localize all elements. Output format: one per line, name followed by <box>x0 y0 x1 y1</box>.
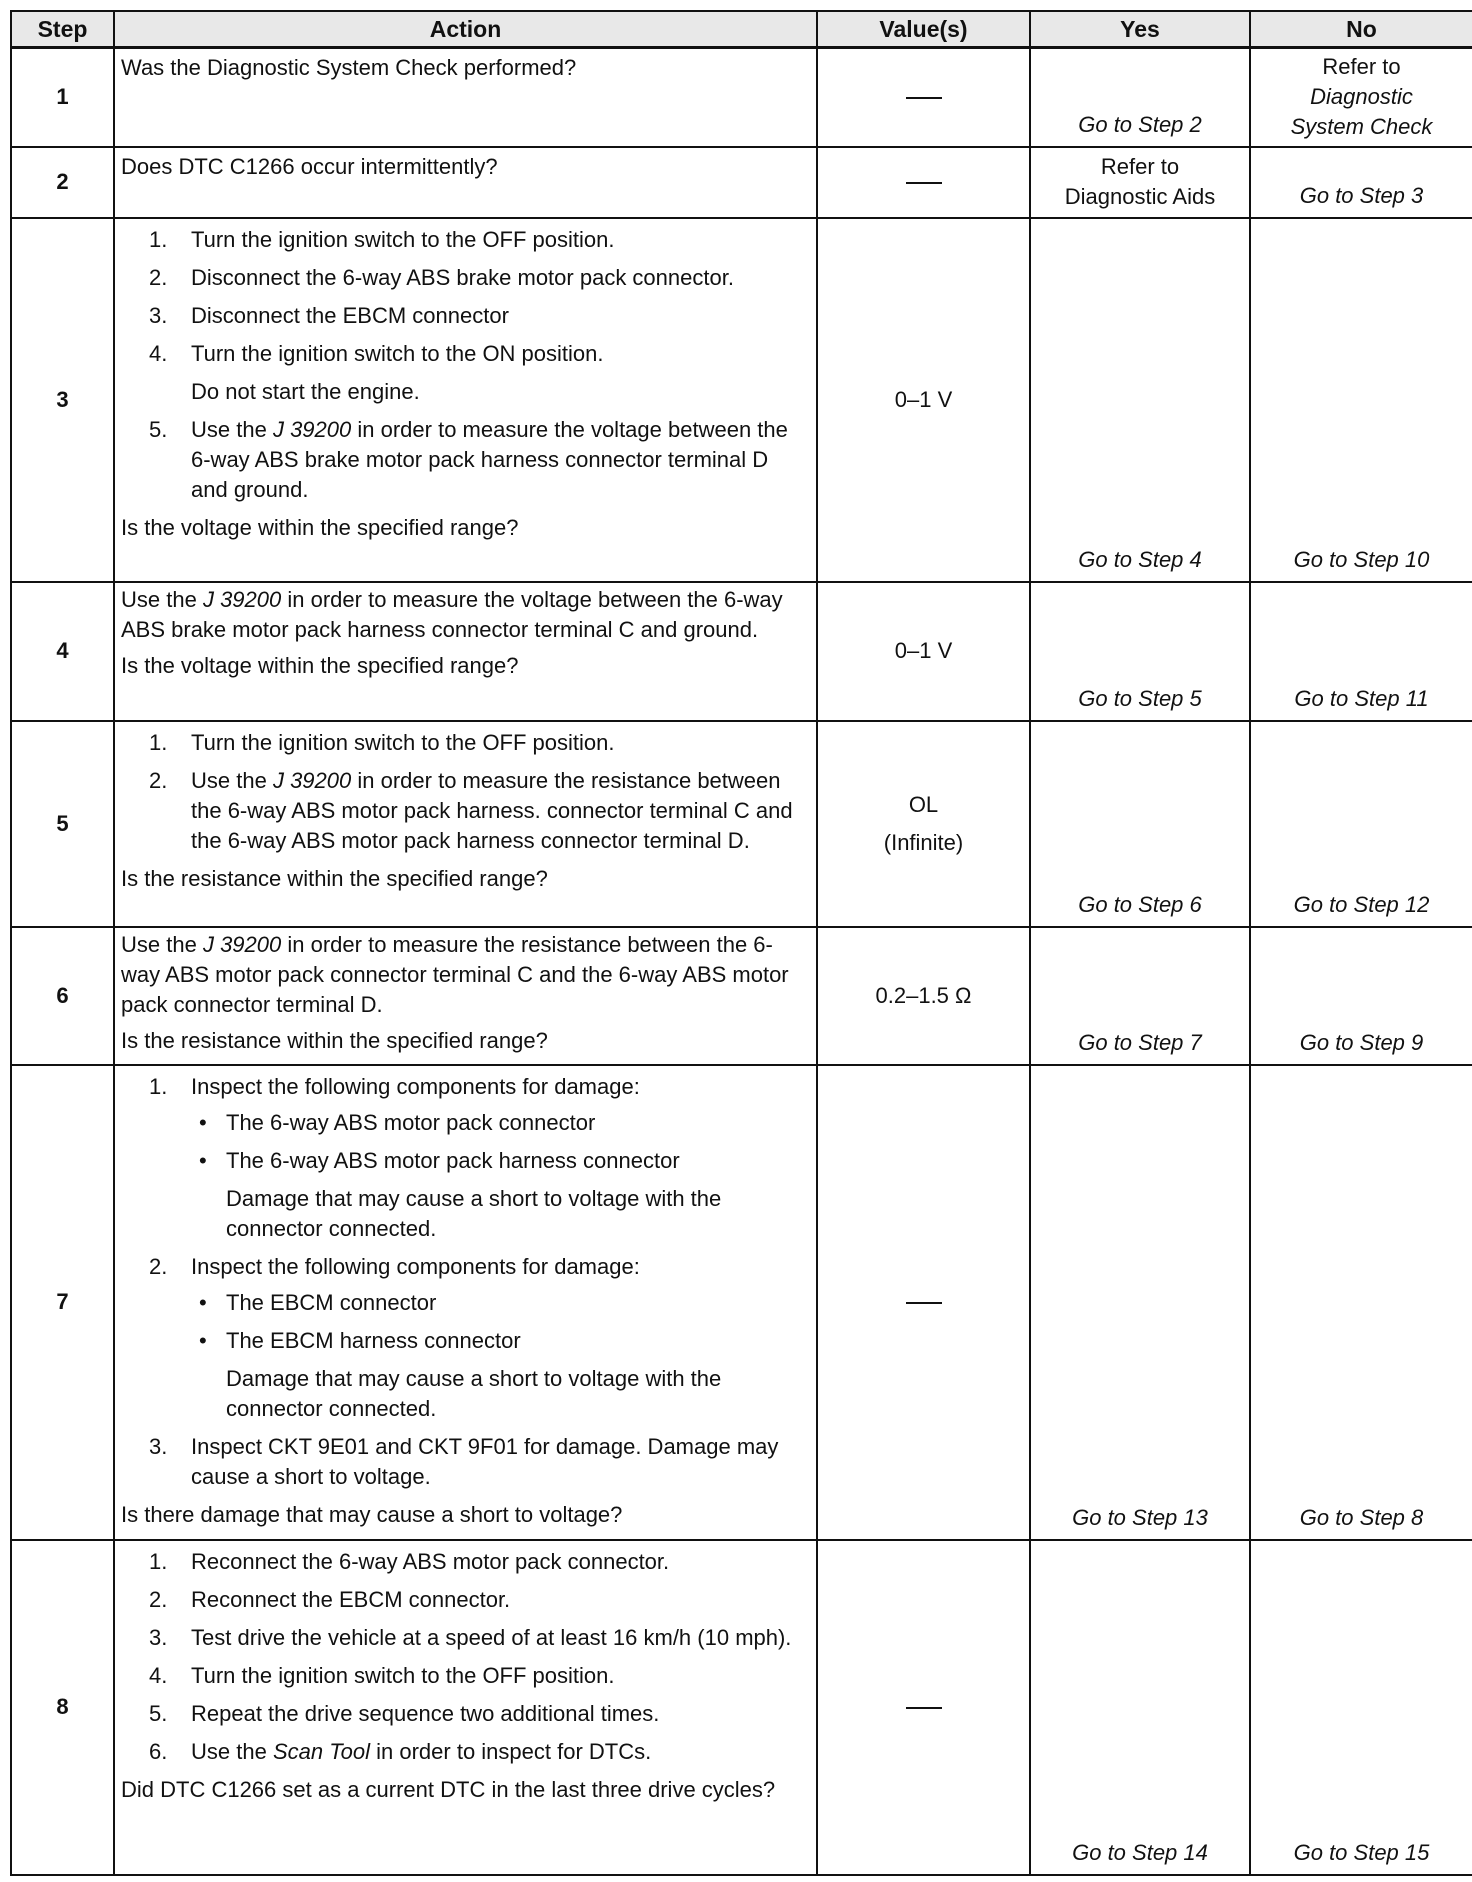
step-number: 4 <box>11 582 114 721</box>
list-note: Damage that may cause a short to voltage with the connector connected. <box>226 1365 722 1421</box>
bullet-list <box>191 1288 810 1356</box>
yes-cell: Go to Step 2 <box>1030 48 1250 147</box>
list-note: Damage that may cause a short to voltage with the connector connected. <box>226 1185 722 1241</box>
yes-cell: Go to Step 5 <box>1030 582 1250 721</box>
value-line: (Infinite) <box>883 829 964 855</box>
action-text: Use the J 39200 in order to measure the resistance between the 6-way ABS motor pack connector terminal C and the 6-way ABS motor pack connector terminal D. <box>121 931 789 1017</box>
yes-cell: Go to Step 7 <box>1030 927 1250 1065</box>
yes-line: Refer to <box>1100 154 1180 179</box>
list-note: Do not start the engine. <box>191 378 420 404</box>
value-cell: 0–1 V <box>817 582 1030 721</box>
list-item: 3. Inspect CKT 9E01 and CKT 9F01 for damage. Damage may cause a short to voltage. <box>149 1433 779 1489</box>
step-number: 5 <box>11 721 114 927</box>
action-question: Was the Diagnostic System Check performed? <box>121 55 577 80</box>
action-text: Use the J 39200 in order to measure the voltage between the 6-way ABS brake motor pack harness connector terminal C and ground. <box>121 586 783 642</box>
bullet-item: • The 6-way ABS motor pack connector <box>199 1109 596 1135</box>
table-row <box>11 1065 1472 1540</box>
list-item: 1. Turn the ignition switch to the OFF position. <box>149 729 615 755</box>
header-value: Value(s) <box>817 11 1030 48</box>
action-cell <box>114 218 817 582</box>
no-cell: Go to Step 11 <box>1250 582 1472 721</box>
table-row <box>11 582 1472 721</box>
no-cell <box>1250 48 1472 147</box>
yes-cell: Go to Step 4 <box>1030 218 1250 582</box>
yes-cell: Go to Step 14 <box>1030 1540 1250 1875</box>
yes-line: Diagnostic Aids <box>1064 184 1216 209</box>
no-cell: Go to Step 12 <box>1250 721 1472 927</box>
header-action: Action <box>114 11 817 48</box>
value-cell <box>817 721 1030 927</box>
step-number: 2 <box>11 147 114 218</box>
no-cell: Go to Step 3 <box>1250 147 1472 218</box>
yes-cell: Go to Step 6 <box>1030 721 1250 927</box>
list-item: 1. Turn the ignition switch to the OFF position. <box>149 226 615 252</box>
step-number: 3 <box>11 218 114 582</box>
header-no: No <box>1250 11 1472 48</box>
step-number: 8 <box>11 1540 114 1875</box>
dash-mark <box>906 182 942 184</box>
bullet-item: • The EBCM harness connector <box>199 1327 521 1353</box>
action-question: Does DTC C1266 occur intermittently? <box>121 153 498 179</box>
header-row <box>11 11 1472 48</box>
list-item: 3. Disconnect the EBCM connector <box>149 302 509 328</box>
instruction-list <box>121 1072 810 1492</box>
no-line: System Check <box>1290 114 1433 140</box>
list-item: 1. Inspect the following components for damage: • The 6-way ABS motor pack connector • The 6-way ABS motor pack harness connector Damage that may cause a short to voltage with the connector connected. <box>121 1072 810 1244</box>
step-number: 6 <box>11 927 114 1065</box>
step-number: 1 <box>11 48 114 147</box>
step-number: 7 <box>11 1065 114 1540</box>
list-item: 3. Test drive the vehicle at a speed of at least 16 km/h (10 mph). <box>149 1624 792 1650</box>
dash-mark <box>906 1707 942 1709</box>
table-row <box>11 1540 1472 1875</box>
list-item: 2. Disconnect the 6-way ABS brake motor pack connector. <box>149 264 734 290</box>
list-item: 5. Repeat the drive sequence two additional times. <box>149 1700 660 1726</box>
action-question: Is the resistance within the specified range? <box>121 865 548 891</box>
table-row <box>11 48 1472 147</box>
tool-name: J 39200 <box>272 767 352 793</box>
action-cell <box>114 721 817 927</box>
value-cell <box>817 1540 1030 1875</box>
list-item: 2. Reconnect the EBCM connector. <box>149 1586 511 1612</box>
action-question: Is the voltage within the specified range? <box>121 514 519 540</box>
value-cell <box>817 1065 1030 1540</box>
table-row <box>11 218 1472 582</box>
no-line: Refer to <box>1322 54 1401 80</box>
tool-name: Scan Tool <box>272 1738 370 1764</box>
bullet-item: • The EBCM connector <box>199 1289 437 1315</box>
list-item: 4. Turn the ignition switch to the ON position. Do not start the engine. <box>121 339 810 407</box>
yes-cell <box>1030 147 1250 218</box>
list-item: 5. Use the J 39200 in order to measure the voltage between the 6-way ABS brake motor pack harness connector terminal D and ground. <box>149 416 788 502</box>
tool-name: J 39200 <box>272 416 352 442</box>
list-item: 4. Turn the ignition switch to the OFF position. <box>149 1662 615 1688</box>
header-step: Step <box>11 11 114 48</box>
action-cell <box>114 927 817 1065</box>
list-item: 2. Use the J 39200 in order to measure the resistance between the 6-way ABS motor pack harness. connector terminal C and the 6-way ABS motor pack harness connector terminal D. <box>149 767 793 853</box>
no-cell: Go to Step 9 <box>1250 927 1472 1065</box>
instruction-list <box>121 728 810 856</box>
action-question: Did DTC C1266 set as a current DTC in the last three drive cycles? <box>121 1776 776 1802</box>
action-cell <box>114 1065 817 1540</box>
action-question: Is the voltage within the specified range? <box>121 652 519 678</box>
value-cell <box>817 147 1030 218</box>
no-cell: Go to Step 15 <box>1250 1540 1472 1875</box>
tool-name: J 39200 <box>202 586 282 612</box>
action-question: Is the resistance within the specified range? <box>121 1027 548 1053</box>
value-cell: 0.2–1.5 Ω <box>817 927 1030 1065</box>
dash-mark <box>906 1302 942 1304</box>
list-item: 2. Inspect the following components for damage: • The EBCM connector • The EBCM harness connector Damage that may cause a short to voltage with the connector connected. <box>121 1252 810 1424</box>
no-cell: Go to Step 8 <box>1250 1065 1472 1540</box>
instruction-list <box>121 1547 810 1767</box>
action-cell <box>114 147 817 218</box>
table-row <box>11 927 1472 1065</box>
value-cell: 0–1 V <box>817 218 1030 582</box>
value-cell <box>817 48 1030 147</box>
table-row <box>11 721 1472 927</box>
action-cell <box>114 48 817 147</box>
yes-cell: Go to Step 13 <box>1030 1065 1250 1540</box>
value-line: OL <box>908 791 939 817</box>
diagnostic-table <box>10 10 1472 1876</box>
header-yes: Yes <box>1030 11 1250 48</box>
table-row <box>11 147 1472 218</box>
action-cell <box>114 582 817 721</box>
bullet-list <box>191 1108 810 1176</box>
list-item: 6. Use the Scan Tool in order to inspect for DTCs. <box>149 1738 652 1764</box>
action-cell <box>114 1540 817 1875</box>
dash-mark <box>906 97 942 99</box>
tool-name: J 39200 <box>202 931 282 957</box>
list-item: 1. Reconnect the 6-way ABS motor pack connector. <box>149 1548 670 1574</box>
action-question: Is there damage that may cause a short to voltage? <box>121 1501 623 1527</box>
instruction-list <box>121 225 810 505</box>
diagnostic-table-page <box>10 10 1472 1876</box>
no-line: Diagnostic <box>1310 84 1413 110</box>
bullet-item: • The 6-way ABS motor pack harness connector <box>199 1147 680 1173</box>
no-cell: Go to Step 10 <box>1250 218 1472 582</box>
